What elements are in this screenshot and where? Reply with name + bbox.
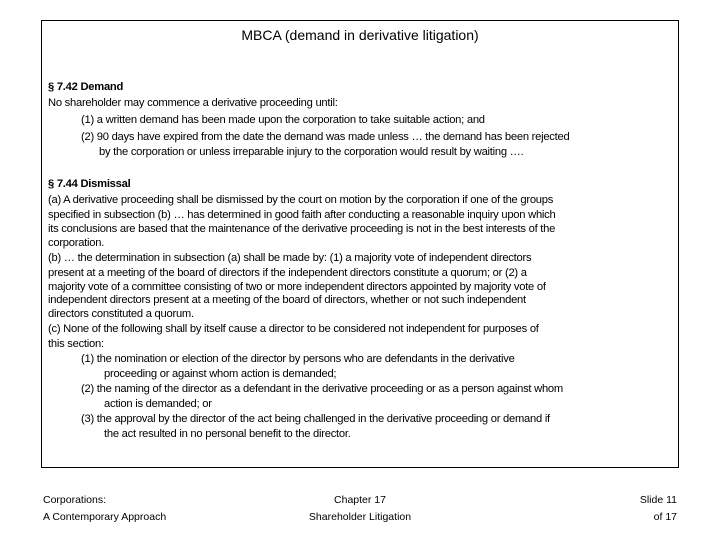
footer-book-line1: Corporations:: [43, 494, 107, 506]
section-742-heading: § 7.42 Demand: [48, 81, 124, 93]
text-line: majority vote of a committee consisting of two or more independent directors appointed by majority vote of: [48, 281, 546, 293]
text-line: its conclusions are based that the maintenance of the derivative proceeding is not in the best interests of the: [48, 223, 556, 235]
text-line: (2) the naming of the director as a defendant in the derivative proceeding or as a person against whom: [81, 383, 563, 395]
text-line: (a) A derivative proceeding shall be dismissed by the court on motion by the corporation if one of the groups: [48, 194, 554, 206]
text-line: present at a meeting of the board of directors if the independent directors constitute a quorum; or (2) a: [48, 267, 527, 279]
text-line: directors constituted a quorum.: [48, 308, 194, 320]
footer-book-line2: A Contemporary Approach: [43, 511, 167, 523]
slide-total: of 17: [653, 511, 677, 523]
text-line: (b) … the determination in subsection (a) shall be made by: (1) a majority vote of independent directors: [48, 252, 532, 264]
text-line: (1) the nomination or election of the director by persons who are defendants in the derivative: [81, 353, 515, 365]
text-line: corporation.: [48, 237, 105, 249]
text-line: by the corporation or unless irreparable injury to the corporation would result by waiting ….: [99, 146, 524, 158]
text-line: No shareholder may commence a derivative proceeding until:: [48, 97, 338, 109]
footer-center: [260, 492, 460, 526]
footer-chapter-title: Shareholder Litigation: [308, 511, 412, 523]
slide-number: Slide 11: [639, 494, 677, 506]
footer-left: [43, 492, 166, 526]
slide-title: MBCA (demand in derivative litigation): [241, 27, 479, 43]
text-line: specified in subsection (b) … has determined in good faith after conducting a reasonable inquiry upon which: [48, 209, 556, 221]
text-line: (c) None of the following shall by itself cause a director to be considered not independent for purposes of: [48, 323, 539, 335]
text-line: action is demanded; or: [104, 398, 212, 410]
section-744-heading: § 7.44 Dismissal: [48, 178, 131, 190]
text-line: proceeding or against whom action is demanded;: [104, 368, 337, 380]
text-line: the act resulted in no personal benefit to the director.: [104, 428, 351, 440]
text-line: (3) the approval by the director of the act being challenged in the derivative proceeding or demand if: [81, 413, 550, 425]
text-line: (1) a written demand has been made upon the corporation to take suitable action; and: [81, 114, 485, 126]
text-line: this section:: [48, 338, 104, 350]
text-line: (2) 90 days have expired from the date the demand was made unless … the demand has been rejected: [81, 131, 570, 143]
footer-chapter: Chapter 17: [334, 494, 386, 506]
text-line: independent directors present at a meeting of the board of directors, whether or not such independent: [48, 294, 526, 306]
footer-right: [640, 492, 677, 526]
